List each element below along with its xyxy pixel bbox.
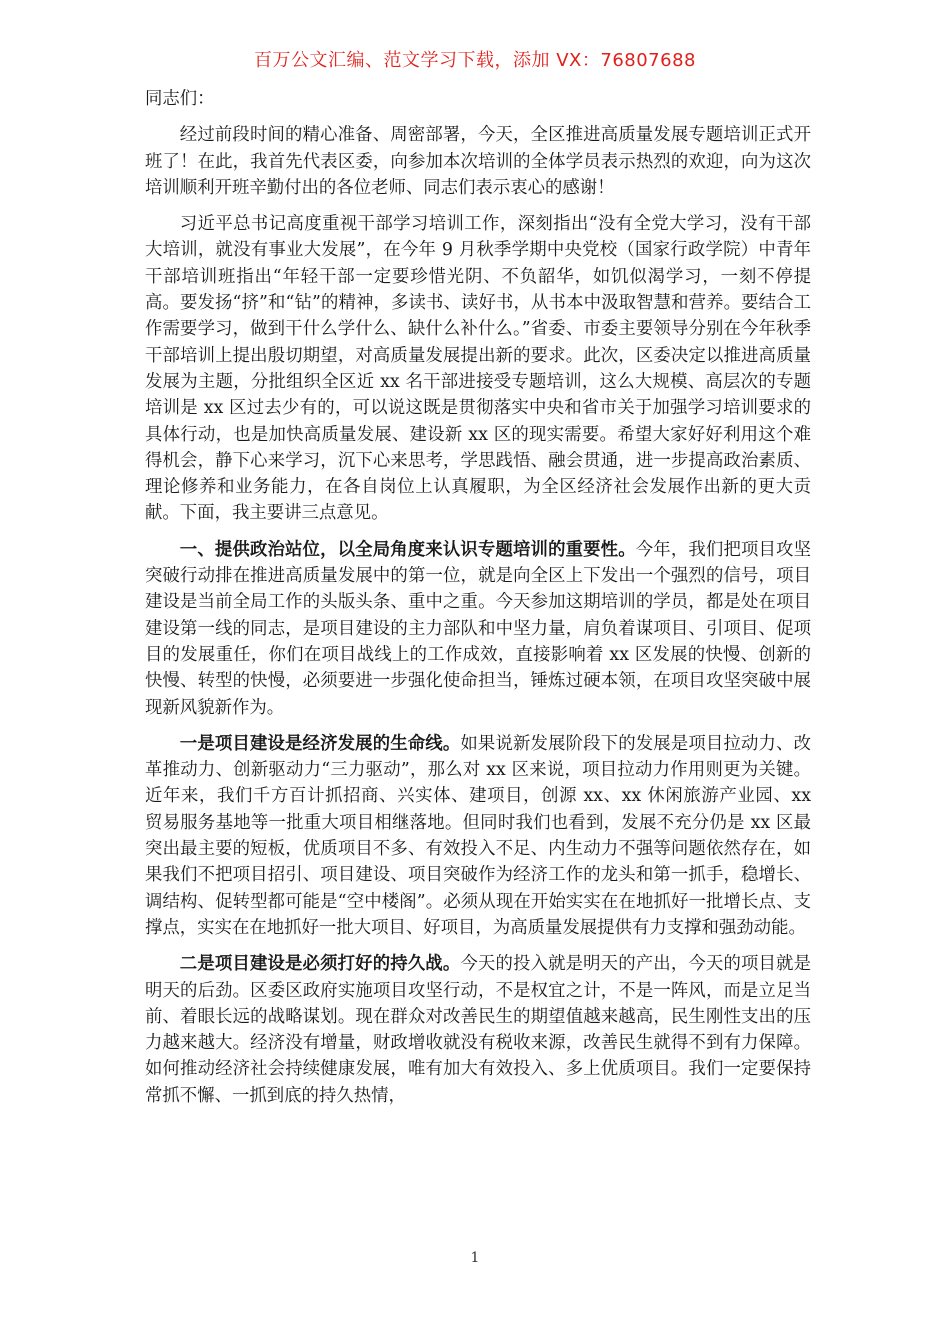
paragraph-background (145, 211, 811, 527)
point-heading: 一是项目建设是经济发展的生命线。 (179, 733, 461, 754)
paragraph-point-one (145, 731, 811, 941)
document-body (145, 86, 811, 1119)
paragraph-text: 今年，我们把项目攻坚突破行动排在推进高质量发展中的第一位，就是向全区上下发出一个强烈的信号，项目建设是当前全局工作的头版头条、重中之重。今天参加这期培训的学员，都是处在项目建设第一线的同志，是项目建设的主力部队和中坚力量，肩负着谋项目、引项目、促项目的发展重任，你们在项目战线上的工作成效，直接影响着 xx 区发展的快慢、创新的快慢、转型的快慢，必须要进一步强化使命担当，锤炼过硬本领，在项目攻坚突破中展现新风貌新作为。 (145, 539, 811, 718)
salutation: 同志们： (145, 89, 215, 109)
paragraph-text: 今天的投入就是明天的产出，今天的项目就是明天的后劲。区委区政府实施项目攻坚行动，不是权宜之计，不是一阵风，而是立足当前、着眼长远的战略谋划。现在群众对改善民生的期望值越来越高，民生刚性支出的压力越来越大。经济没有增量，财政增收就没有税收来源，改善民生就得不到有力保障。如何推动经济社会持续健康发展，唯有加大有效投入、多上优质项目。我们一定要保持常抓不懈、一抓到底的持久热情， (145, 954, 811, 1106)
section-heading: 一、提供政治站位，以全局角度来认识专题培训的重要性。 (179, 539, 636, 560)
paragraph-text: 如果说新发展阶段下的发展是项目拉动力、改革推动力、创新驱动力“三力驱动”，那么对 xx 区来说，项目拉动力作用则更为关键。近年来，我们千方百计抓招商、兴实体、建项目，创源 xx、xx 休闲旅游产业园、xx 贸易服务基地等一批重大项目相继落地。但同时我们也看到，发展不充分仍是 xx 区最突出最主要的短板，优质项目不多、有效投入不足、内生动力不强等问题依然存在，如果我们不把项目招引、项目建设、项目突破作为经济工作的龙头和第一抓手，稳增长、调结构、促转型都可能是“空中楼阁”。必须从现在开始实实在在地抓好一批增长点、支撑点，实实在在地抓好一批大项目、好项目，为高质量发展提供有力支撑和强劲动能。 (145, 733, 811, 938)
paragraph-section-one (145, 537, 811, 721)
paragraph-text: 习近平总书记高度重视干部学习培训工作，深刻指出“没有全党大学习，没有干部大培训，就没有事业大发展”，在今年 9 月秋季学期中央党校（国家行政学院）中青年干部培训班指出“年轻干部一定要珍惜光阴、不负韶华，如饥似渴学习，一刻不停提高。要发扬“挤”和“钻”的精神，多读书、读好书，从书本中汲取智慧和营养。要结合工作需要学习，做到干什么学什么、缺什么补什么。”省委、市委主要领导分别在今年秋季干部培训上提出殷切期望，对高质量发展提出新的要求。此次，区委决定以推进高质量发展为主题，分批组织全区近 xx 名干部进接受专题培训，这么大规模、高层次的专题培训是 xx 区过去少有的，可以说这既是贯彻落实中央和省市关于加强学习培训要求的具体行动，也是加快高质量发展、建设新 xx 区的现实需要。希望大家好好利用这个难得机会，静下心来学习，沉下心来思考，学思践悟、融会贯通，进一步提高政治素质、理论修养和业务能力，在各自岗位上认真履职，为全区经济社会发展作出新的更大贡献。下面，我主要讲三点意见。 (145, 214, 811, 524)
header-banner: 百万公文汇编、范文学习下载，添加 VX：76807688 (254, 50, 696, 71)
point-heading: 二是项目建设是必须打好的持久战。 (179, 954, 461, 975)
paragraph-point-two (145, 951, 811, 1109)
paragraph-text: 经过前段时间的精心准备、周密部署，今天，全区推进高质量发展专题培训正式开班了！在此，我首先代表区委，向参加本次培训的全体学员表示热烈的欢迎，向为这次培训顺利开班辛勤付出的各位老师、同志们表示衷心的感谢！ (145, 125, 811, 198)
paragraph-opening (145, 122, 811, 201)
page-number: 1 (470, 1250, 480, 1266)
